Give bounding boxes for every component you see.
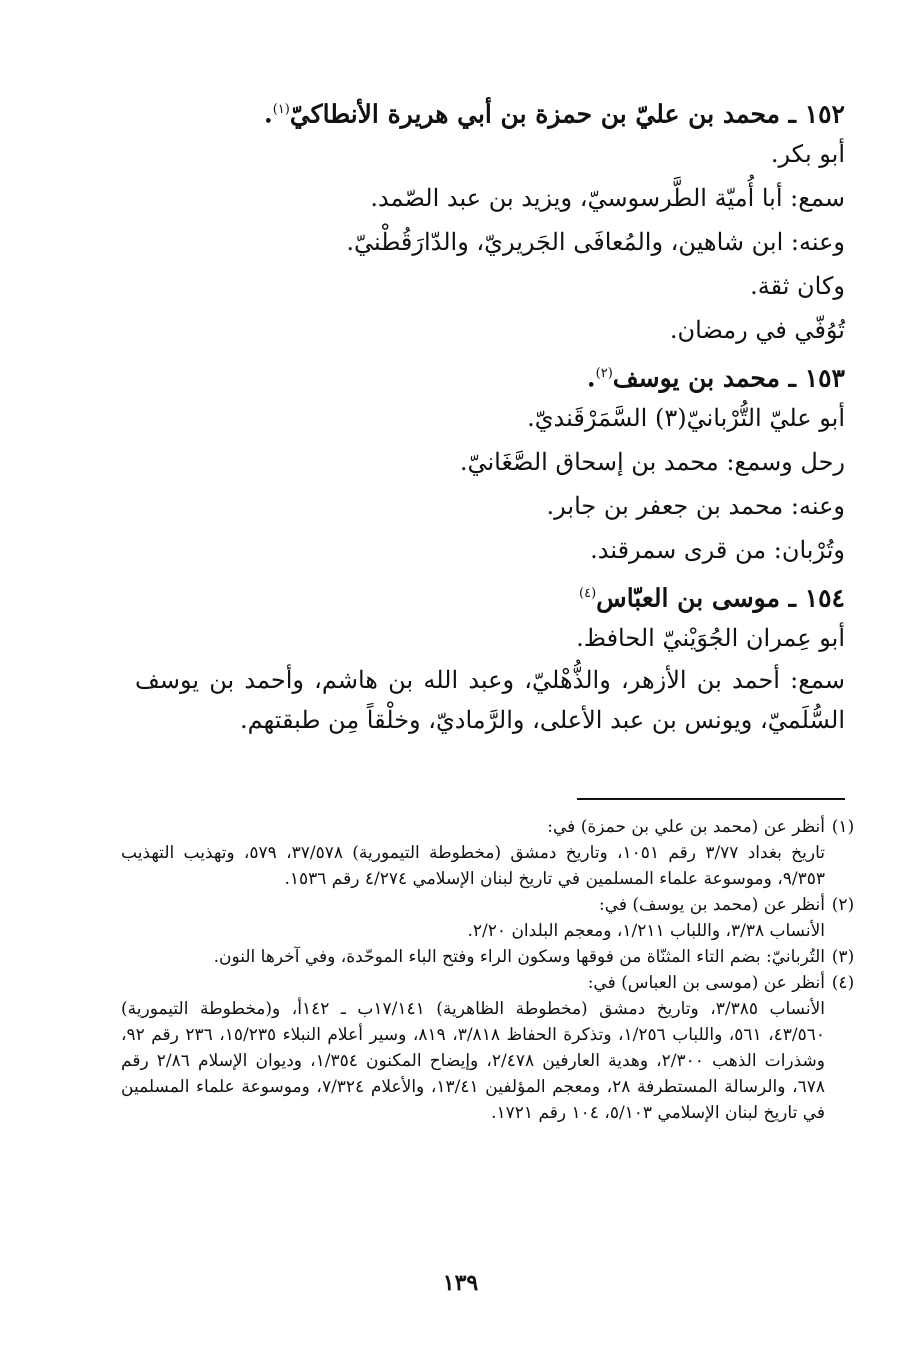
text-line: وكان ثقة. (750, 272, 845, 300)
footnote-number: (٣) (831, 947, 855, 967)
heading-end: . (586, 363, 596, 393)
footnote-ref: (٤) (579, 586, 597, 601)
footnote-number: (٤) (831, 973, 855, 993)
text-line: وعنه: ابن شاهين، والمُعافَى الجَريريّ، والدّارَقُطْنيّ. (346, 228, 845, 256)
entry-heading-153 (135, 352, 845, 396)
footnote-3 (121, 944, 861, 970)
footnote-number: (٢) (831, 895, 855, 915)
main-text (135, 88, 845, 740)
text-line: وتُرْبان: من قرى سمرقند. (590, 536, 845, 564)
text-line: سمع: أبا أُميّة الطَّرسوسيّ، ويزيد بن عبد الصّمد. (370, 184, 845, 212)
footnote-line: أنظر عن (محمد بن علي بن حمزة) في: (547, 817, 825, 837)
footnote-line: أنظر عن (محمد بن يوسف) في: (598, 895, 825, 915)
text-line: أبو عِمران الجُوَيْنيّ الحافظ. (576, 624, 845, 652)
footnote-line: الأنساب ٣/٣٨٥، وتاريخ دمشق (مخطوطة الظاهرية) ١٧/١٤١ب ـ ١٤٢أ، و(مخطوطة التيمورية) ٤٣/٥٦٠، ٥٦١، واللباب ١/٢٥٦، وتذكرة الحفاظ ٣/٨١٨، ٨١٩، وسير أعلام النبلاء ١٥/٢٣٥، ٢٣٦ رقم ٩٢، وشذرات الذهب ٢/٣٠٠، وهدية العارفين ٢/٤٧٨، وإيضاح المكنون ١/٣٥٤، وديوان الإسلام ٢/٨٦ رقم ٦٧٨، والرسالة المستطرفة ٢٨، ومعجم المؤلفين ١٣/٤١، والأعلام ٧/٣٢٤، وموسوعة علماء المسلمين في تاريخ لبنان الإسلامي ٥/١٠٣، ١٠٤ رقم ١٧٢١. (121, 999, 826, 1123)
text-line: تُوُفّي في رمضان. (669, 316, 845, 344)
entry-heading-152 (135, 88, 845, 132)
text-paragraph: سمع: أحمد بن الأزهر، والذُّهْليّ، وعبد الله بن هاشم، وأحمد بن يوسف السُّلَميّ، ويونس بن عبد الأعلى، والرَّماديّ، وخلْقاً مِن طبقتهم. (135, 666, 845, 734)
footnote-line: الأنساب ٣/٣٨، واللباب ١/٢١١، ومعجم البلدان ٢/٢٠. (467, 921, 825, 941)
footnote-line: التُربانيّ: بضم التاء المثنّاة من فوقها وسكون الراء وفتح الباء الموحّدة، وفي آخرها النون. (213, 947, 825, 967)
entry-heading-154 (135, 572, 845, 616)
text-line: وعنه: محمد بن جعفر بن جابر. (546, 492, 845, 520)
entry-title: ١٥٤ ـ موسى بن العبّاس (596, 583, 845, 613)
footnote-body (121, 970, 825, 1126)
footnotes (121, 814, 861, 1126)
text-line: أبو عليّ التُّرْبانيّ(٣) السَّمَرْقَنديّ. (527, 404, 845, 432)
footnote-2 (121, 892, 861, 944)
text-line: أبو بكر. (770, 140, 845, 168)
text-line: رحل وسمع: محمد بن إسحاق الصَّغَانيّ. (459, 448, 845, 476)
footnote-divider (577, 798, 845, 800)
footnote-ref: (٢) (595, 366, 613, 381)
footnote-1 (121, 814, 861, 892)
footnote-4 (121, 970, 861, 1126)
entry-title: ١٥٢ ـ محمد بن عليّ بن حمزة بن أبي هريرة الأنطاكيّ (289, 99, 845, 129)
heading-end: . (263, 99, 273, 129)
footnote-body (121, 944, 825, 970)
entry-title: ١٥٣ ـ محمد بن يوسف (612, 363, 845, 393)
footnote-line: تاريخ بغداد ٣/٧٧ رقم ١٠٥١، وتاريخ دمشق (مخطوطة التيمورية) ٣٧/٥٧٨، ٥٧٩، وتهذيب التهذيب ٩/٣٥٣، وموسوعة علماء المسلمين في تاريخ لبنان الإسلامي ٤/٢٧٤ رقم ١٥٣٦. (121, 843, 825, 889)
footnote-number: (١) (831, 817, 855, 837)
footnote-body (121, 814, 825, 892)
page-number: ١٣٩ (442, 1270, 479, 1296)
footnote-body (121, 892, 825, 944)
footnote-ref: (١) (272, 102, 290, 117)
footnote-line: أنظر عن (موسى بن العباس) في: (587, 973, 825, 993)
